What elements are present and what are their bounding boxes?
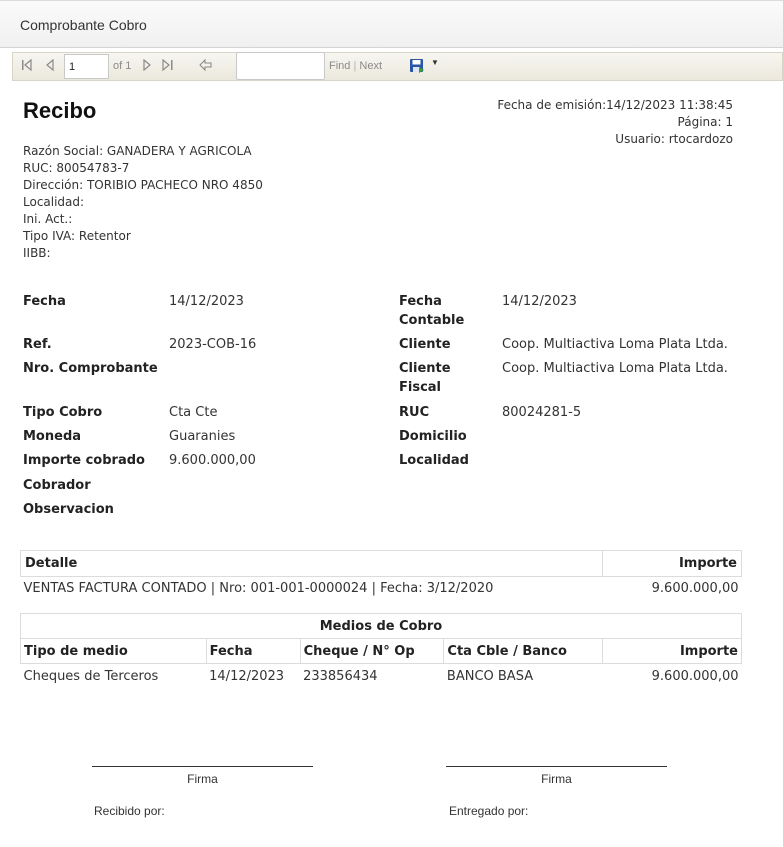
detalle-table (20, 550, 742, 601)
last-page-icon[interactable] (161, 59, 175, 74)
first-page-icon[interactable] (21, 59, 33, 74)
find-input[interactable] (236, 52, 325, 80)
back-icon[interactable] (199, 59, 213, 74)
field-value-importe-cobrado: 9.600.000,00 (169, 453, 256, 468)
direccion: Dirección: TORIBIO PACHECO NRO 4850 (23, 178, 263, 192)
caret-down-icon[interactable]: ▼ (431, 58, 439, 67)
report-toolbar (12, 52, 783, 81)
field-label-fecha: Fecha (23, 294, 66, 309)
signature-label-right: Firma (541, 772, 572, 786)
tipo-medio-cell: Cheques de Terceros (23, 669, 159, 685)
page-count-label: of 1 (113, 60, 132, 72)
field-value-moneda: Guaranies (169, 429, 236, 444)
ruc: RUC: 80054783-7 (23, 161, 130, 175)
cta-cble-header: Cta Cble / Banco (444, 639, 603, 664)
fecha-emision: Fecha de emisión:14/12/2023 11:38:45 (497, 98, 733, 112)
find-next-group (329, 60, 382, 72)
field-label-cliente-fiscal-line1: Cliente (399, 361, 451, 376)
field-label-fecha-contable-line2: Contable (399, 313, 465, 328)
signature-line-right (446, 766, 667, 767)
next-link[interactable]: Next (359, 60, 383, 72)
field-label-fecha-contable (399, 292, 464, 330)
table-row (21, 664, 742, 690)
field-value-cliente: Coop. Multiactiva Loma Plata Ltda. (502, 337, 728, 352)
importe-header: Importe (603, 639, 742, 664)
field-label-tipo-cobro: Tipo Cobro (23, 405, 103, 420)
field-label-moneda: Moneda (23, 429, 82, 444)
tipo-iva: Tipo IVA: Retentor (23, 229, 131, 243)
signature-line-left (92, 766, 313, 767)
report-title: Recibo (23, 98, 97, 123)
save-icon[interactable] (409, 58, 425, 79)
field-value-ref: 2023-COB-16 (169, 337, 257, 352)
page-number-input[interactable] (64, 54, 109, 79)
company-info (23, 143, 263, 262)
tipo-medio-header: Tipo de medio (21, 639, 207, 664)
field-label-cobrador: Cobrador (23, 478, 91, 493)
find-separator: | (353, 60, 357, 72)
find-link[interactable]: Find (329, 60, 351, 72)
field-label-cliente: Cliente (399, 337, 451, 352)
next-page-icon[interactable] (142, 59, 152, 74)
pagina: Página: 1 (677, 115, 733, 129)
field-label-observacion: Observacion (23, 502, 114, 517)
window-title: Comprobante Cobro (20, 17, 147, 33)
field-label-localidad: Localidad (399, 453, 469, 468)
ini-act: Ini. Act.: (23, 212, 73, 226)
cta-cble-cell: BANCO BASA (446, 669, 534, 685)
field-label-fecha-contable-line1: Fecha (399, 294, 442, 309)
field-value-tipo-cobro: Cta Cte (169, 405, 218, 420)
medios-header-row (21, 639, 742, 664)
field-value-cliente-fiscal: Coop. Multiactiva Loma Plata Ltda. (502, 361, 728, 376)
importe-cell: 9.600.000,00 (651, 581, 739, 597)
field-label-importe-cobrado: Importe cobrado (23, 453, 145, 468)
fecha-cell: 14/12/2023 (209, 669, 285, 685)
field-value-fecha-contable: 14/12/2023 (502, 294, 577, 309)
field-label-cliente-fiscal-line2: Fiscal (399, 380, 442, 395)
field-label-nro-comprobante: Nro. Comprobante (23, 361, 158, 376)
signature-label-left: Firma (187, 772, 218, 786)
detalle-header: Detalle (21, 551, 603, 577)
field-value-ruc: 80024281-5 (502, 405, 582, 420)
fecha-header: Fecha (206, 639, 300, 664)
report-header-info (497, 97, 733, 148)
entregado-por: Entregado por: (449, 804, 529, 818)
detalle-cell: VENTAS FACTURA CONTADO | Nro: 001-001-0000024 | Fecha: 3/12/2020 (23, 581, 494, 597)
razon-social: Razón Social: GANADERA Y AGRICOLA (23, 144, 252, 158)
previous-page-icon[interactable] (45, 59, 55, 74)
recibido-por: Recibido por: (94, 804, 165, 818)
field-value-fecha: 14/12/2023 (169, 294, 244, 309)
medios-title: Medios de Cobro (21, 614, 742, 639)
field-label-domicilio: Domicilio (399, 429, 467, 444)
cheque-cell: 233856434 (303, 669, 378, 685)
cheque-header: Cheque / N° Op (300, 639, 444, 664)
iibb: IIBB: (23, 246, 51, 260)
table-row (21, 577, 742, 601)
window-titlebar (0, 0, 783, 48)
medios-cobro-table (20, 613, 742, 690)
usuario: Usuario: rtocardozo (615, 132, 733, 146)
field-label-ruc: RUC (399, 405, 430, 420)
field-label-cliente-fiscal (399, 359, 451, 397)
medios-title-row (21, 614, 742, 639)
importe-header: Importe (603, 551, 742, 577)
importe-cell: 9.600.000,00 (651, 669, 739, 685)
detalle-header-row (21, 551, 742, 577)
localidad: Localidad: (23, 195, 85, 209)
field-label-ref: Ref. (23, 337, 52, 352)
